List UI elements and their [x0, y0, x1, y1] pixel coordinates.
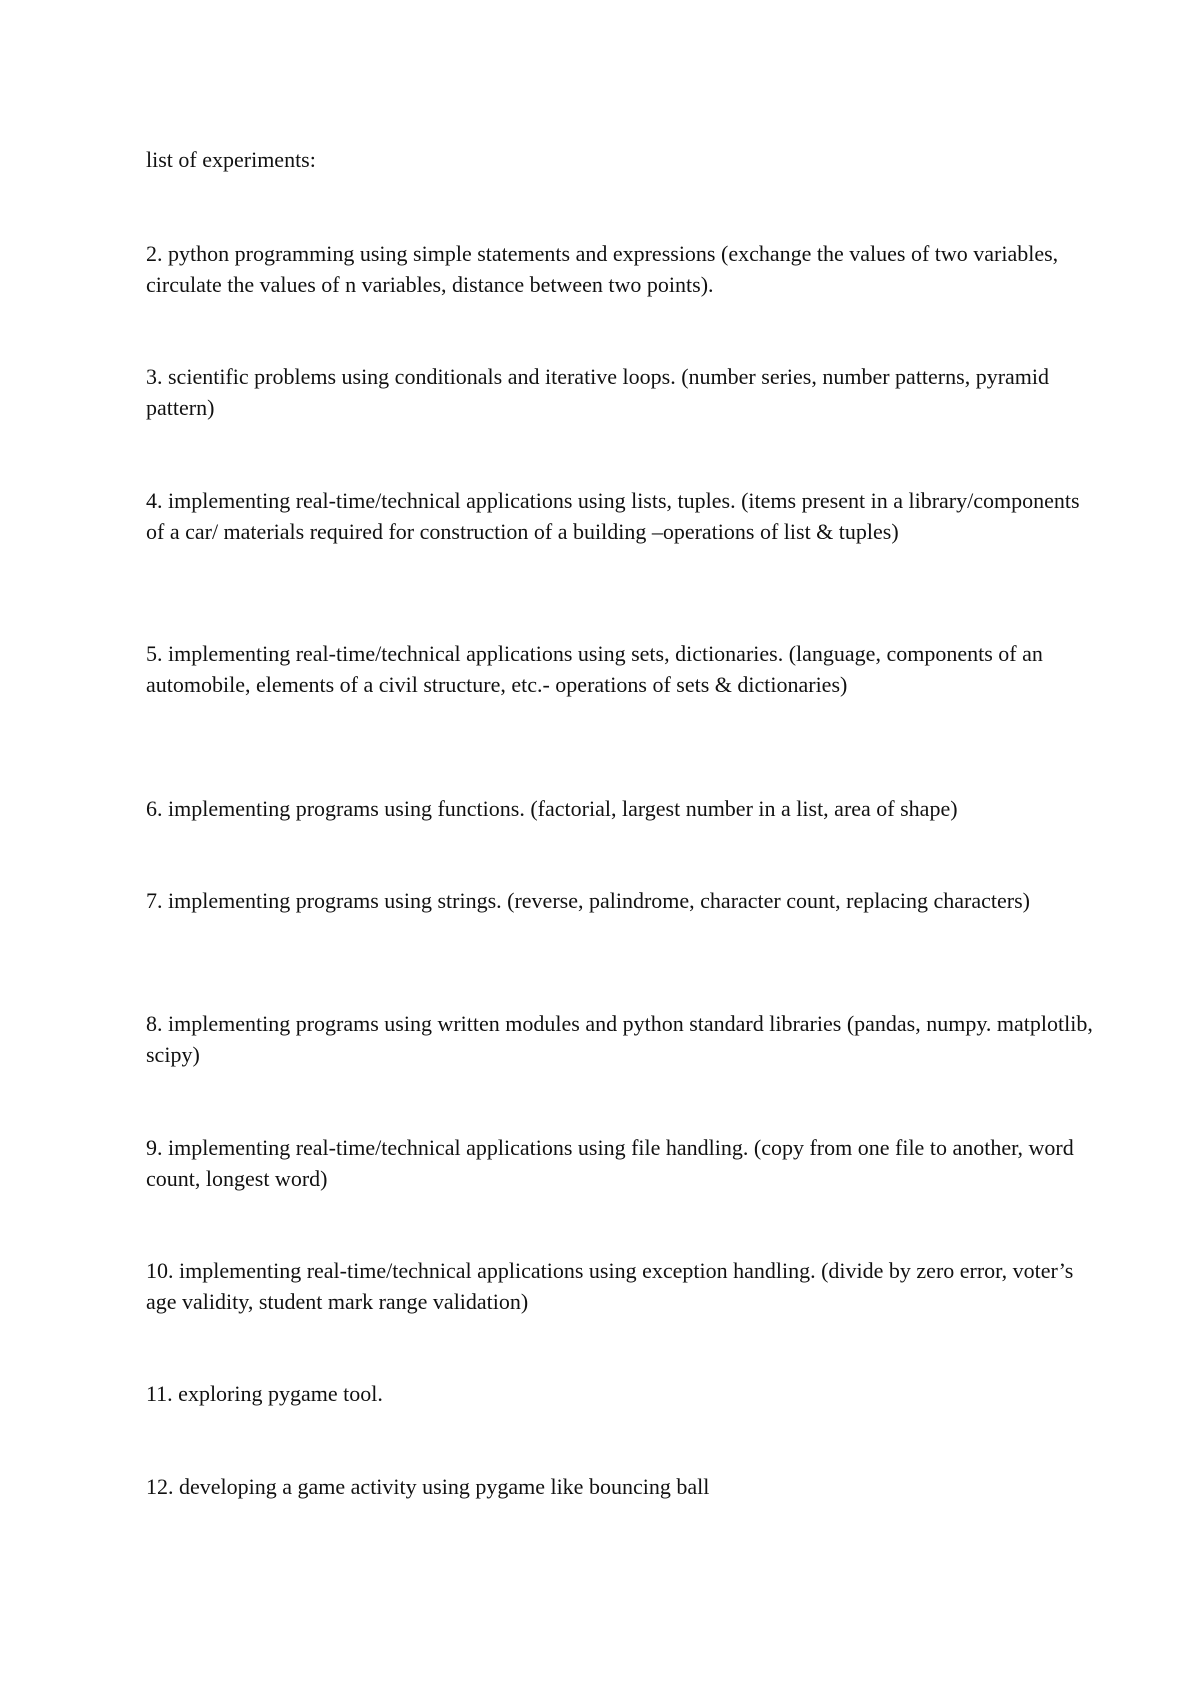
experiment-item-10: 10. implementing real-time/technical applications using exception handling. (divide by zero error, voter’s age validity, student mark range validation)	[146, 1258, 1074, 1314]
experiment-item-8: 8. implementing programs using written modules and python standard libraries (pandas, numpy. matplotlib, scipy)	[146, 1011, 1093, 1067]
experiment-item-2: 2. python programming using simple statements and expressions (exchange the values of two variables, circulate the values of n variables, distance between two points).	[146, 241, 1059, 297]
experiment-item-12: 12. developing a game activity using pygame like bouncing ball	[146, 1474, 710, 1499]
experiment-item-11: 11. exploring pygame tool.	[146, 1381, 383, 1406]
experiment-item-7: 7. implementing programs using strings. (reverse, palindrome, character count, replacing characters)	[146, 888, 1030, 913]
experiment-item-9: 9. implementing real-time/technical applications using file handling. (copy from one file to another, word count, longest word)	[146, 1135, 1074, 1191]
experiment-item-6: 6. implementing programs using functions. (factorial, largest number in a list, area of shape)	[146, 796, 958, 821]
document-heading: list of experiments:	[146, 147, 316, 172]
experiment-item-5: 5. implementing real-time/technical applications using sets, dictionaries. (language, components of an automobile, elements of a civil structure, etc.- operations of sets & dictionaries)	[146, 641, 1043, 697]
experiment-item-3: 3. scientific problems using conditionals and iterative loops. (number series, number patterns, pyramid pattern)	[146, 364, 1050, 420]
experiment-item-4: 4. implementing real-time/technical applications using lists, tuples. (items present in a library/components of a car/ materials required for construction of a building –operations of list & tuples)	[146, 488, 1080, 544]
